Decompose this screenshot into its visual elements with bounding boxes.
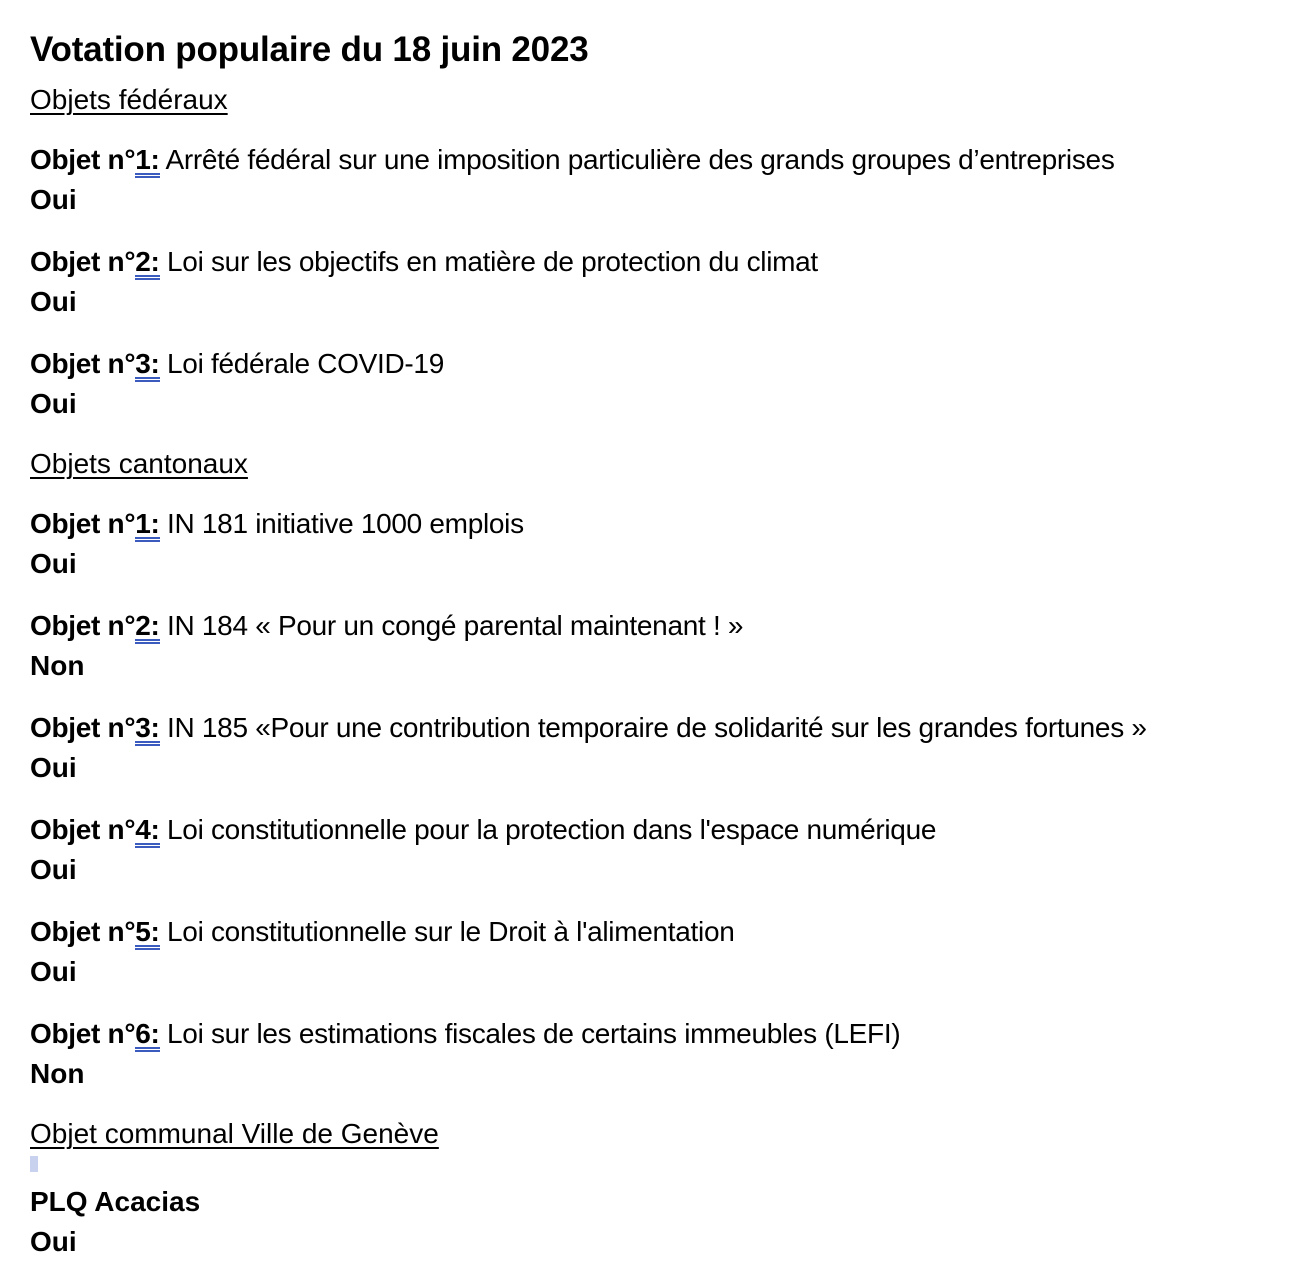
section-heading-cantonal: Objets cantonaux — [30, 448, 248, 479]
object-prefix: Objet n° — [30, 712, 136, 743]
vote-answer: Oui — [30, 956, 77, 987]
object-number: 3: — [135, 708, 159, 748]
object-prefix: Objet n° — [30, 814, 136, 845]
object-description: Loi sur les estimations fiscales de certains immeubles (LEFI) — [159, 1018, 901, 1049]
object-number: 1: — [135, 140, 159, 180]
vote-answer: Oui — [30, 286, 77, 317]
vote-answer: Non — [30, 1058, 85, 1089]
section-communal — [30, 1116, 1290, 1262]
object-number: 2: — [135, 606, 159, 646]
federal-object-2 — [30, 242, 1290, 322]
cantonal-object-1 — [30, 504, 1290, 584]
object-prefix: Objet n° — [30, 508, 136, 539]
object-description: Loi constitutionnelle pour la protection dans l'espace numérique — [159, 814, 937, 845]
object-prefix: Objet n° — [30, 144, 136, 175]
object-description: Loi fédérale COVID-19 — [159, 348, 444, 379]
vote-answer: Oui — [30, 548, 77, 579]
object-prefix: Objet n° — [30, 610, 136, 641]
vote-answer: Oui — [30, 388, 77, 419]
object-description: IN 185 «Pour une contribution temporaire de solidarité sur les grandes fortunes » — [159, 712, 1147, 743]
vote-answer: Oui — [30, 854, 77, 885]
cantonal-object-3 — [30, 708, 1290, 788]
vote-answer: Oui — [30, 184, 77, 215]
object-prefix: Objet n° — [30, 246, 136, 277]
object-description: Arrêté fédéral sur une imposition particulière des grands groupes d’entreprises — [159, 144, 1115, 175]
object-number: 3: — [135, 344, 159, 384]
object-description: IN 181 initiative 1000 emplois — [159, 508, 524, 539]
federal-object-1 — [30, 140, 1290, 220]
vote-answer: Oui — [30, 752, 77, 783]
object-number: 4: — [135, 810, 159, 850]
section-heading-federal: Objets fédéraux — [30, 84, 228, 115]
vote-answer: Non — [30, 650, 85, 681]
cantonal-object-5 — [30, 912, 1290, 992]
cantonal-object-6 — [30, 1014, 1290, 1094]
object-description: Loi constitutionnelle sur le Droit à l'alimentation — [159, 916, 735, 947]
object-description: Loi sur les objectifs en matière de protection du climat — [159, 246, 818, 277]
text-cursor-marker — [30, 1156, 38, 1172]
section-cantonal — [30, 446, 1290, 1094]
section-federal — [30, 82, 1290, 424]
vote-answer: Oui — [30, 1226, 77, 1257]
federal-object-3 — [30, 344, 1290, 424]
object-description: IN 184 « Pour un congé parental maintenant ! » — [159, 610, 744, 641]
object-number: 5: — [135, 912, 159, 952]
document-body — [30, 26, 1290, 1262]
object-number: 6: — [135, 1014, 159, 1054]
object-prefix: Objet n° — [30, 916, 136, 947]
communal-object-name: PLQ Acacias — [30, 1186, 201, 1217]
object-prefix: Objet n° — [30, 348, 136, 379]
page-title: Votation populaire du 18 juin 2023 — [30, 30, 589, 69]
object-prefix: Objet n° — [30, 1018, 136, 1049]
object-number: 1: — [135, 504, 159, 544]
cantonal-object-2 — [30, 606, 1290, 686]
object-number: 2: — [135, 242, 159, 282]
cantonal-object-4 — [30, 810, 1290, 890]
section-heading-communal: Objet communal Ville de Genève — [30, 1118, 439, 1149]
